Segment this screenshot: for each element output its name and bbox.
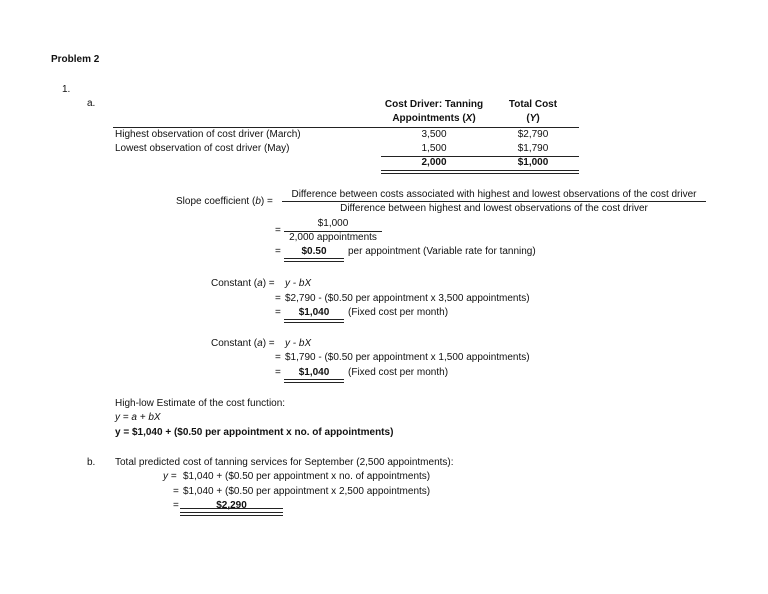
constant1-calc: $2,790 - ($0.50 per appointment x 3,500 appointments) (285, 293, 530, 304)
estimate-specific: y = $1,040 + ($0.50 per appointment x no. of appointments) (115, 427, 394, 438)
part-b-eq-2: = (173, 500, 179, 511)
constant1-formula: y - bX (285, 278, 312, 289)
part-b-result-rule (180, 512, 283, 516)
constant2-eq-1: = (275, 352, 281, 363)
slope-num-value: $1,000 (317, 218, 349, 229)
slope-label: Slope coefficient (b) = (176, 196, 273, 207)
table-top-rule (113, 127, 579, 128)
constant2-result-rule (284, 379, 344, 383)
part-b-label: b. (87, 457, 96, 468)
constant1-label: Constant (a) = (211, 278, 275, 289)
constant2-result-note: (Fixed cost per month) (348, 367, 449, 378)
table-double-rule (381, 170, 579, 174)
cost-header-line1: Total Cost (508, 99, 558, 110)
question-number: 1. (62, 84, 71, 95)
part-b-y-label: y = (163, 471, 177, 482)
slope-result-rule (284, 258, 344, 262)
constant1-result: $1,040 (298, 307, 330, 318)
row-low-label: Lowest observation of cost driver (May) (115, 143, 290, 154)
part-b-question: Total predicted cost of tanning services for September (2,500 appointments): (115, 457, 454, 468)
page-title: Problem 2 (51, 54, 100, 65)
constant2-label: Constant (a) = (211, 338, 275, 349)
constant2-formula: y - bX (285, 338, 312, 349)
constant2-result: $1,040 (298, 367, 330, 378)
part-b-line2: $1,040 + ($0.50 per appointment x 2,500 appointments) (183, 486, 431, 497)
constant2-calc: $1,790 - ($0.50 per appointment x 1,500 appointments) (285, 352, 530, 363)
slope-result: $0.50 (301, 246, 327, 257)
slope-eq-1: = (275, 225, 281, 236)
constant1-result-rule (284, 319, 344, 323)
row-high-cost: $2,790 (517, 129, 549, 140)
row-low-driver: 1,500 (421, 143, 447, 154)
constant1-eq-1: = (275, 293, 281, 304)
row-low-cost: $1,790 (517, 143, 549, 154)
row-high-driver: 3,500 (421, 129, 447, 140)
part-b-eq-1: = (173, 486, 179, 497)
total-driver: 2,000 (421, 157, 447, 168)
slope-result-note: per appointment (Variable rate for tanning) (348, 246, 536, 257)
constant2-eq-2: = (275, 367, 281, 378)
part-b-result: $2,290 (216, 500, 247, 511)
row-high-label: Highest observation of cost driver (March) (115, 129, 301, 140)
cost-header-line2: (Y) (526, 113, 540, 124)
slope-fraction-bar (282, 201, 706, 202)
slope-denominator: Difference between highest and lowest observations of the cost driver (340, 203, 648, 214)
driver-header-line1: Cost Driver: Tanning (384, 99, 484, 110)
constant1-result-note: (Fixed cost per month) (348, 307, 449, 318)
estimate-general: y = a + bX (115, 412, 161, 423)
constant1-eq-2: = (275, 307, 281, 318)
part-a-label: a. (87, 98, 96, 109)
slope-eq-2: = (275, 246, 281, 257)
slope-den-value: 2,000 appointments (289, 232, 377, 243)
part-b-line1: $1,040 + ($0.50 per appointment x no. of appointments) (183, 471, 431, 482)
total-cost: $1,000 (517, 157, 549, 168)
slope-numerator: Difference between costs associated with highest and lowest observations of the cost driver (291, 189, 697, 200)
estimate-heading: High-low Estimate of the cost function: (115, 398, 286, 409)
driver-header-line2: Appointments (X) (392, 113, 476, 124)
